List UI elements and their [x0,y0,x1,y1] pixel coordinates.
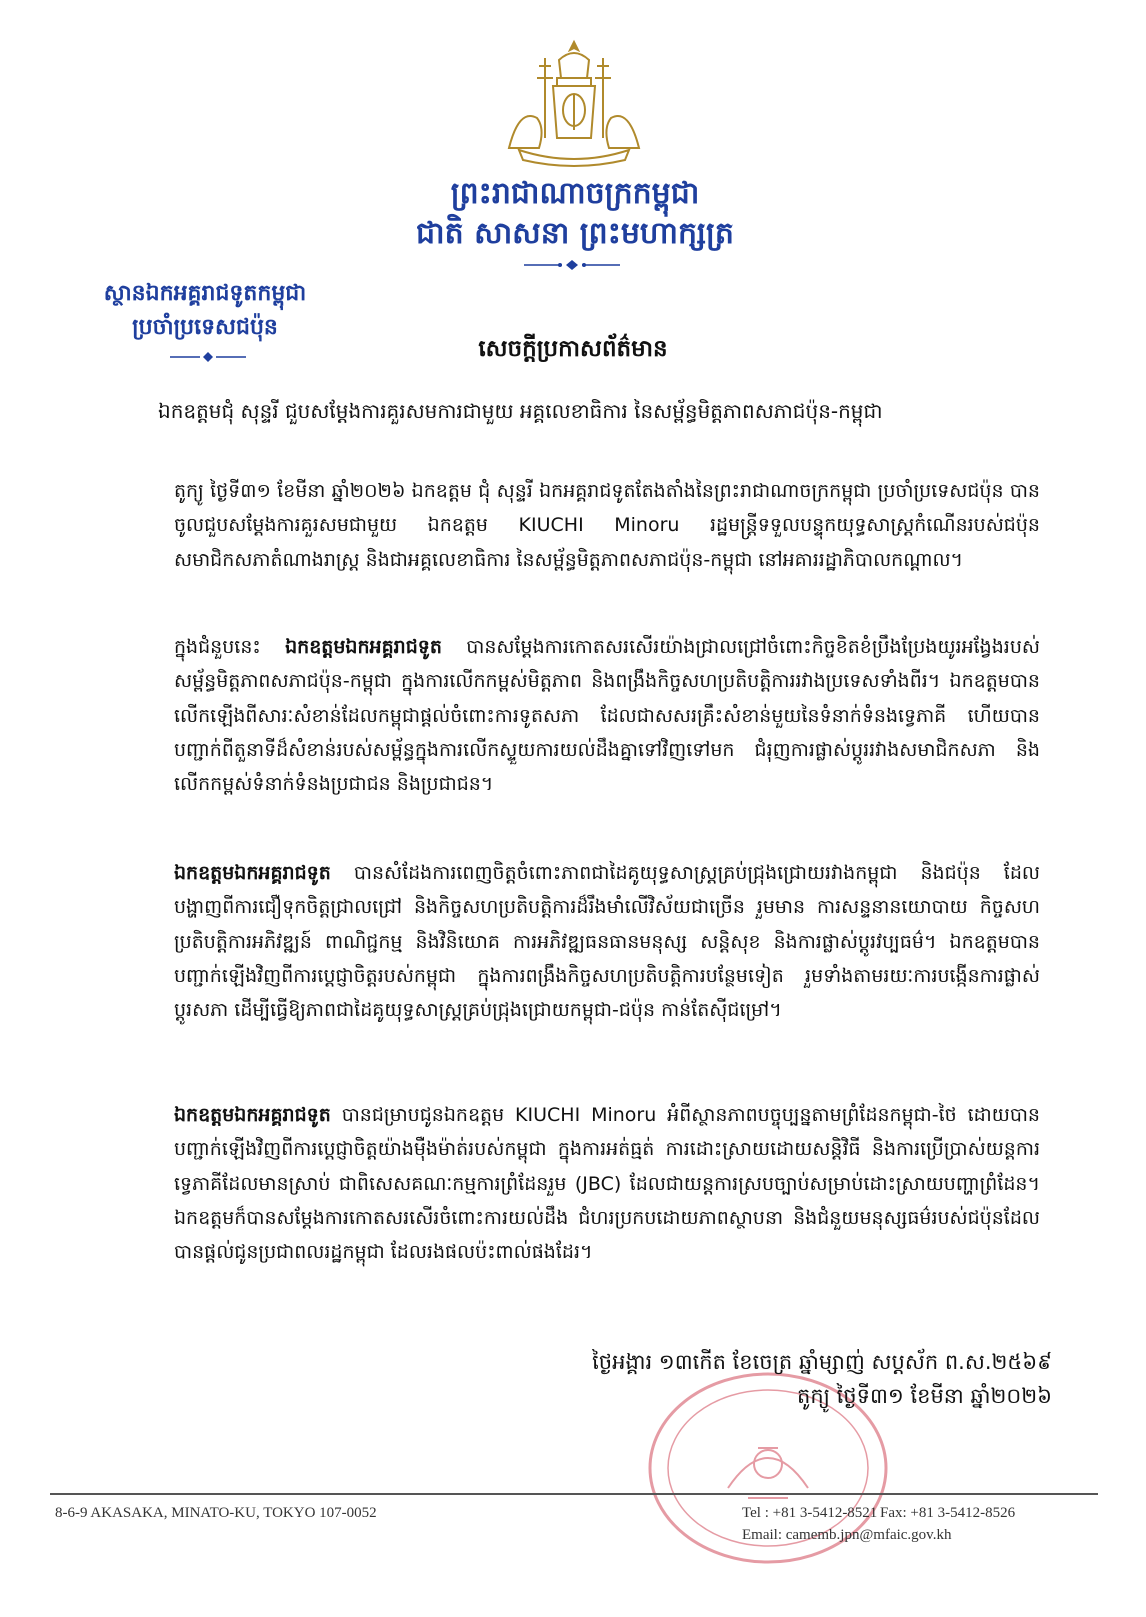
paragraph-2-bold: ឯកឧត្តមឯកអគ្គរាជទូត [285,636,442,658]
footer-divider [50,1493,1098,1495]
paragraph-3 [174,856,1040,1027]
ornament-divider-icon [168,350,248,364]
footer-telephone: Tel : +81 3-5412-8521 [742,1505,878,1521]
national-motto: ជាតិ សាសនា ព្រះមហាក្សត្រ [416,216,734,251]
embassy-name: ស្ថានឯកអគ្គរាជទូតកម្ពុជា [103,281,307,306]
paragraph-4-bold: ឯកឧត្តមឯកអគ្គរាជទូត [174,1104,331,1126]
paragraph-3-bold: ឯកឧត្តមឯកអគ្គរាជទូត [174,862,331,884]
paragraph-4 [174,1098,1040,1269]
document-heading: សេចក្តីប្រកាសព័ត៌មាន [478,336,668,362]
press-release-subject: ឯកឧត្តមជុំ សុន្ទរី ជួបសម្តែងការគួរសមការជាមួយ អគ្គលេខាធិការ នៃសម្ព័ន្ធមិត្តភាពសភាជប៉ុន-កម្ពុជា [158,399,883,423]
paragraph-1 [174,474,1040,577]
footer-address: 8-6-9 AKASAKA, MINATO-KU, TOKYO 107-0052 [55,1505,377,1521]
royal-emblem-icon [499,38,649,170]
embassy-location: ប្រចាំប្រទេសជប៉ុន [132,315,278,340]
footer-fax: Fax: +81 3-5412-8526 [880,1505,1016,1521]
date-lunar: ថ្ងៃអង្គារ ១៣កើត ខែចេត្រ ឆ្នាំម្សាញ់ សប្តស័ក ព.ស.២៥៦៩ [592,1350,1052,1374]
ornament-divider-icon [522,258,622,272]
paragraph-4-mid: បានជម្រាបជូនឯកឧត្តម KIUCHI Minoru អំពីស្ថានភាពបច្ចុប្បន្នតាមព្រំដែនកម្ពុជា-ថៃ ដោយបានបញ្ជាក់ឡើងវិញពីការប្តេជ្ញាចិត្តយ៉ាងម៉ឺងម៉ាត់របស់កម្ពុជា ក្នុងការអត់ធ្មត់ ការដោះស្រាយដោយសន្តិវិធី និងការប្រើប្រាស់យន្តការទ្វេភាគីដែលមានស្រាប់ ជាពិសេសគណៈកម្មការព្រំដែនរួម (JBC) ដែលជាយន្តការស្របច្បាប់សម្រាប់ដោះស្រាយបញ្ហាព្រំដែន។ ឯកឧត្តមក៏បានសម្តែងការកោតសរសើរចំពោះការយល់ដឹង ជំហរប្រកបដោយភាពស្ថាបនា និងជំនួយមនុស្សធម៌របស់ជប៉ុនដែលបានផ្តល់ជូនប្រជាពលរដ្ឋកម្ពុជា ដែលរងផលប៉ះពាល់ផងដែរ។ [174,1104,1040,1264]
date-solar: តូក្យូ ថ្ងៃទី៣១ ខែមីនា ឆ្នាំ២០២៦ [797,1384,1052,1408]
paragraph-2-lead: ក្នុងជំនួបនេះ [174,636,286,658]
paragraph-2-rest: បានសម្តែងការកោតសរសើរយ៉ាងជ្រាលជ្រៅចំពោះកិច្ចខិតខំប្រឹងប្រែងយូរអង្វែងរបស់សម្ព័ន្ធមិត្តភាពសភាជប៉ុន-កម្ពុជា ក្នុងការលើកកម្ពស់មិត្តភាព និងពង្រឹងកិច្ចសហប្រតិបត្តិការរវាងប្រទេសទាំងពីរ។ ឯកឧត្តមបានលើកឡើងពីសារៈសំខាន់ដែលកម្ពុជាផ្តល់ចំពោះការទូតសភា ដែលជាសសរគ្រឹះសំខាន់មួយនៃទំនាក់ទំនងទ្វេភាគី ហើយបានបញ្ជាក់ពីតួនាទីដ៏សំខាន់របស់សម្ព័ន្ធក្នុងការលើកស្ទួយការយល់ដឹងគ្នាទៅវិញទៅមក ជំរុញការផ្លាស់ប្តូររវាងសមាជិកសភា និងលើកកម្ពស់ទំនាក់ទំនងប្រជាជន និងប្រជាជន។ [174,636,1040,796]
paragraph-1-text: តូក្យូ ថ្ងៃទី៣១ ខែមីនា ឆ្នាំ២០២៦ ឯកឧត្តម ជុំ សុន្ទរី ឯកអគ្គរាជទូតតែងតាំងនៃព្រះរាជាណាចក្រកម្ពុជា ប្រចាំប្រទេសជប៉ុន បានចូលជួបសម្តែងការគួរសមជាមួយ ឯកឧត្តម KIUCHI Minoru រដ្ឋមន្ត្រីទទួលបន្ទុកយុទ្ធសាស្ត្រកំណើនរបស់ជប៉ុន សមាជិកសភាតំណាងរាស្ត្រ និងជាអគ្គលេខាធិការ នៃសម្ព័ន្ធមិត្តភាពសភាជប៉ុន-កម្ពុជា នៅអគាររដ្ឋាភិបាលកណ្តាល។ [174,480,1040,571]
footer-email: Email: camemb.jpn@mfaic.gov.kh [742,1527,952,1543]
kingdom-name: ព្រះរាជាណាចក្រកម្ពុជា [450,176,700,211]
paragraph-3-rest: បានសំដែងការពេញចិត្តចំពោះភាពជាដៃគូយុទ្ធសាស្ត្រគ្រប់ជ្រុងជ្រោយរវាងកម្ពុជា និងជប៉ុន ដែលបង្ហាញពីការជឿទុកចិត្តជ្រាលជ្រៅ និងកិច្ចសហប្រតិបត្តិការដ៏រឹងមាំលើវិស័យជាច្រើន រួមមាន ការសន្ទនានយោបាយ កិច្ចសហប្រតិបត្តិការអភិវឌ្ឍន៍ ពាណិជ្ជកម្ម និងវិនិយោគ ការអភិវឌ្ឍធនធានមនុស្ស សន្តិសុខ និងការផ្លាស់ប្តូរវប្បធម៌។ ឯកឧត្តមបានបញ្ជាក់ឡើងវិញពីការប្តេជ្ញាចិត្តរបស់កម្ពុជា ក្នុងការពង្រឹងកិច្ចសហប្រតិបត្តិការបន្ថែមទៀត រួមទាំងតាមរយៈការបង្កើនការផ្លាស់ប្តូរសភា ដើម្បីធ្វើឱ្យភាពជាដៃគូយុទ្ធសាស្ត្រគ្រប់ជ្រុងជ្រោយកម្ពុជា-ជប៉ុន កាន់តែស៊ីជម្រៅ។ [174,862,1040,1022]
paragraph-2 [174,630,1040,801]
